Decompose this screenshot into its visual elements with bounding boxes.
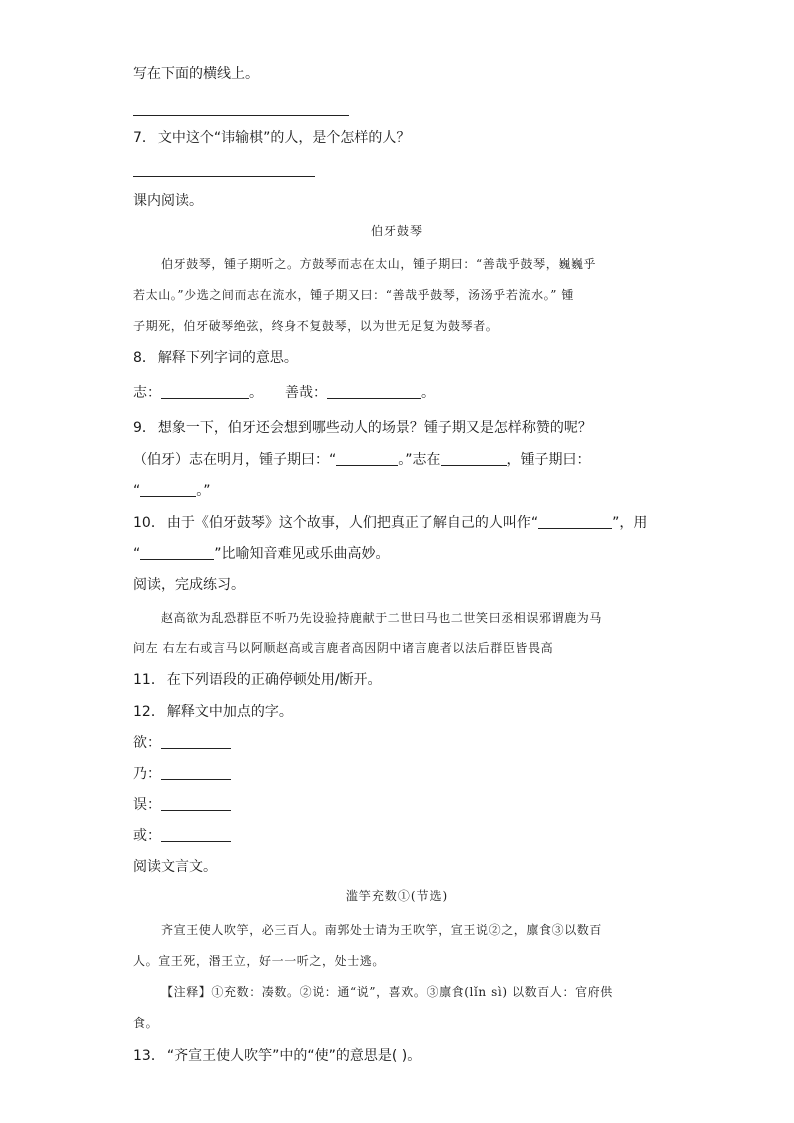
section-wenyan-heading: 阅读文言文。 xyxy=(133,859,217,875)
q12-question xyxy=(133,702,293,722)
q8-end-1: 。 xyxy=(249,385,263,401)
q12-number: 12． xyxy=(133,704,165,720)
q9-line3-b: 。” xyxy=(196,483,211,499)
q8-blank-shanzai[interactable] xyxy=(327,384,421,399)
q10-blank-1[interactable] xyxy=(538,514,612,529)
q8-answer-row xyxy=(133,383,435,403)
q10-line2-b: ”比喻知音难见或乐曲高妙。 xyxy=(214,546,390,562)
q7-number: 7． xyxy=(133,130,156,146)
q9-line3-a: “ xyxy=(133,483,141,499)
q12-blank-huo[interactable] xyxy=(161,827,231,842)
q12-item-wu xyxy=(133,795,231,815)
q11-text: 在下列语段的正确停顿处用/断开。 xyxy=(166,672,382,688)
lanyu-line-2: 人。宣王死，湣王立，好一一听之，处士逃。 xyxy=(133,954,386,968)
q8-number: 8． xyxy=(133,350,156,366)
boya-title: 伯牙鼓琴 xyxy=(370,224,423,238)
q10-number: 10． xyxy=(133,515,165,531)
q13-number: 13． xyxy=(133,1048,165,1064)
q10-text-a: 由于《伯牙鼓琴》这个故事，人们把真正了解自己的人叫作“ xyxy=(166,515,539,531)
q8-blank-zhi[interactable] xyxy=(161,384,249,399)
q7-answer-line[interactable] xyxy=(133,176,315,177)
q9-line2-b: 。”志在 xyxy=(398,452,441,468)
q10-question xyxy=(133,513,647,533)
q9-blank-1[interactable] xyxy=(336,451,398,466)
section-read-practice-heading: 阅读，完成练习。 xyxy=(133,577,245,593)
q12-label-wu: 误： xyxy=(133,797,161,813)
q9-blank-3[interactable] xyxy=(140,482,196,497)
section-kenei-heading: 课内阅读。 xyxy=(133,193,203,209)
q12-item-yu xyxy=(133,733,231,753)
q13-question xyxy=(133,1046,421,1066)
boya-line-3: 子期死，伯牙破琴绝弦，终身不复鼓琴，以为世无足复为鼓琴者。 xyxy=(133,319,499,333)
q12-label-yu: 欲： xyxy=(133,735,161,751)
q12-label-huo: 或： xyxy=(133,828,161,844)
q10-line-2 xyxy=(133,544,390,564)
q8-end-2: 。 xyxy=(421,385,435,401)
q9-line2-a: （伯牙）志在明月，锺子期曰：“ xyxy=(133,452,337,468)
q10-line2-a: “ xyxy=(133,546,141,562)
lanyu-note-2: 食。 xyxy=(133,1016,159,1030)
q12-blank-yu[interactable] xyxy=(161,734,231,749)
zhaogao-line-2: 问左 右左右或言马以阿顺赵高或言鹿者高因阴中诸言鹿者以法后群臣皆畏高 xyxy=(133,641,554,655)
lanyu-title: 滥竽充数①(节选) xyxy=(345,889,449,903)
q6-tail-text: 写在下面的横线上。 xyxy=(133,66,259,82)
q8-question xyxy=(133,348,298,368)
q13-text: “齐宣王使人吹竽”中的“使”的意思是( )。 xyxy=(166,1048,422,1064)
q12-blank-nai[interactable] xyxy=(161,765,231,780)
q6-answer-line[interactable] xyxy=(133,115,349,116)
q7-question xyxy=(133,128,410,148)
boya-line-2: 若太山。”少选之间而志在流水，锺子期又曰：“善哉乎鼓琴，汤汤乎若流水。” 锺 xyxy=(133,288,575,302)
q9-question xyxy=(133,418,592,438)
q12-blank-wu[interactable] xyxy=(161,796,231,811)
q11-question xyxy=(133,670,382,690)
q8-item-zhi: 志： xyxy=(133,385,161,401)
q8-item-shanzai: 善哉： xyxy=(285,385,327,401)
lanyu-line-1: 齐宣王使人吹竽，必三百人。南郭处士请为王吹竽，宣王说②之，廪食③以数百 xyxy=(161,923,603,937)
q9-line2-c: ，锺子期曰： xyxy=(506,452,591,468)
q12-item-nai xyxy=(133,764,231,784)
q8-text: 解释下列字词的意思。 xyxy=(157,350,298,366)
q11-number: 11． xyxy=(133,672,165,688)
q7-text: 文中这个“讳输棋”的人，是个怎样的人？ xyxy=(157,130,411,146)
q9-number: 9． xyxy=(133,420,156,436)
boya-line-1: 伯牙鼓琴，锺子期听之。方鼓琴而志在太山，锺子期曰：“善哉乎鼓琴，巍巍乎 xyxy=(161,257,597,271)
q10-text-b: ”，用 xyxy=(612,515,648,531)
q12-text: 解释文中加点的字。 xyxy=(166,704,293,720)
q9-line-2 xyxy=(133,450,591,470)
q12-label-nai: 乃： xyxy=(133,766,161,782)
q9-blank-2[interactable] xyxy=(441,451,507,466)
q12-item-huo xyxy=(133,826,231,846)
q10-blank-2[interactable] xyxy=(140,545,214,560)
q9-line-3 xyxy=(133,481,211,501)
q9-text: 想象一下，伯牙还会想到哪些动人的场景？锺子期又是怎样称赞的呢？ xyxy=(157,420,592,436)
zhaogao-line-1: 赵高欲为乱恐群臣不听乃先设验持鹿献于二世曰马也二世笑曰丞相误邪谓鹿为马 xyxy=(161,611,603,625)
lanyu-note-1: 【注释】①充数：凑数。②说：通“说”，喜欢。③廪食(lǐn sì) 以数百人：官府供 xyxy=(161,985,613,999)
